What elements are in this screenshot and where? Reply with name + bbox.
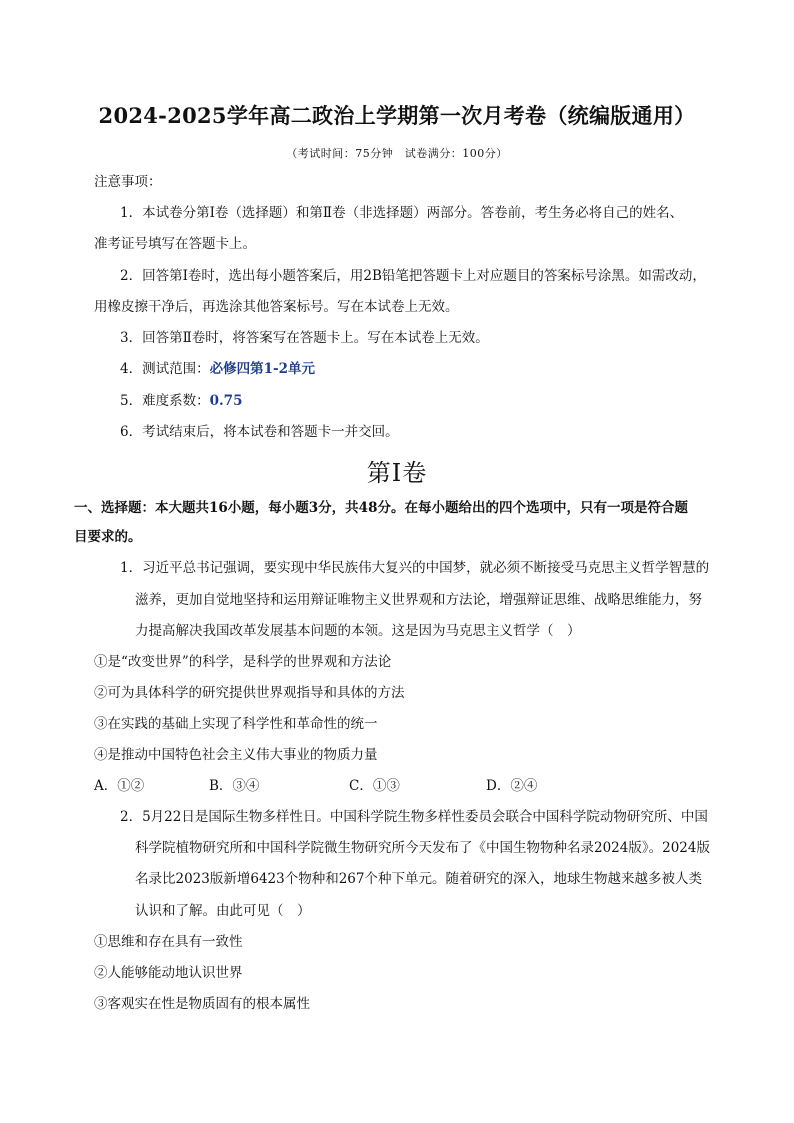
question-1-stem-line-2: 滋养，更加自觉地坚持和运用辩证唯物主义世界观和方法论，增强辩证思维、战略思维能力，努 (135, 592, 702, 608)
question-2-statement-2: ②人能够能动地认识世界 (94, 965, 243, 981)
notice-item-2-line-1: 2．回答第Ⅰ卷时，选出每小题答案后，用2B铅笔把答题卡上对应题目的答案标号涂黑。如需改动， (120, 268, 706, 284)
notice-item-5 (120, 391, 242, 411)
notice-heading: 注意事项： (94, 174, 162, 190)
question-2-statement-3: ③客观实在性是物质固有的根本属性 (94, 996, 310, 1012)
question-2-stem-line-2: 科学院植物研究所和中国科学院微生物研究所今天发布了《中国生物物种名录2024版》。2024版 (135, 840, 710, 856)
notice-item-6: 6．考试结束后，将本试卷和答题卡一并交回。 (120, 424, 399, 440)
exam-subtitle: （考试时间：75分钟 试卷满分：100分） (286, 147, 508, 160)
question-1-stem-line-1: 1．习近平总书记强调，要实现中华民族伟大复兴的中国梦，就必须不断接受马克思主义哲学智慧的 (120, 560, 710, 576)
section-instruction-line-2: 目要求的。 (74, 529, 142, 545)
notice-item-3: 3．回答第Ⅱ卷时，将答案写在答题卡上。写在本试卷上无效。 (120, 330, 489, 346)
exam-title: 2024-2025学年高二政治上学期第一次月考卷（统编版通用） (98, 103, 696, 128)
question-1-statement-1: ①是“改变世界”的科学，是科学的世界观和方法论 (94, 654, 392, 670)
question-1-statement-2: ②可为具体科学的研究提供世界观指导和具体的方法 (94, 685, 405, 701)
notice-item-5-label: 5．难度系数： (120, 393, 210, 409)
notice-item-4-value: 必修四第1-2单元 (209, 361, 315, 377)
question-1-statement-3: ③在实践的基础上实现了科学性和革命性的统一 (94, 716, 378, 732)
notice-item-1-line-2: 准考证号填写在答题卡上。 (94, 236, 256, 252)
notice-item-2-line-2: 用橡皮擦干净后，再选涂其他答案标号。写在本试卷上无效。 (94, 299, 459, 315)
question-2-stem-line-3: 名录比2023版新增6423个物种和267个种下单元。随着研究的深入，地球生物越来越多被人类 (135, 871, 702, 887)
notice-item-4 (120, 359, 315, 379)
question-2-stem-line-4: 认识和了解。由此可见（ ） (135, 903, 311, 919)
question-1-option-a[interactable]: A．①② (94, 778, 145, 794)
question-1-option-b[interactable]: B．③④ (209, 778, 260, 794)
question-1-option-c[interactable]: C．①③ (349, 778, 400, 794)
question-1-stem-line-3: 力提高解决我国改革发展基本问题的本领。这是因为马克思主义哲学（ ） (135, 623, 581, 639)
notice-item-4-label: 4．测试范围： (120, 361, 210, 377)
section-title: 第Ⅰ卷 (366, 459, 428, 487)
question-2-statement-1: ①思维和存在具有一致性 (94, 934, 243, 950)
notice-item-5-value: 0.75 (209, 393, 243, 409)
question-1-option-d[interactable]: D．②④ (486, 778, 538, 794)
question-2-stem-line-1: 2．5月22日是国际生物多样性日。中国科学院生物多样性委员会联合中国科学院动物研究所、中国 (120, 809, 708, 825)
notice-item-1-line-1: 1．本试卷分第Ⅰ卷（选择题）和第Ⅱ卷（非选择题）两部分。答卷前，考生务必将自己的姓名、 (120, 205, 684, 221)
section-instruction-line-1: 一、选择题：本大题共16小题，每小题3分，共48分。在每小题给出的四个选项中，只有一项是符合题 (74, 500, 688, 516)
question-1-statement-4: ④是推动中国特色社会主义伟大事业的物质力量 (94, 747, 378, 763)
